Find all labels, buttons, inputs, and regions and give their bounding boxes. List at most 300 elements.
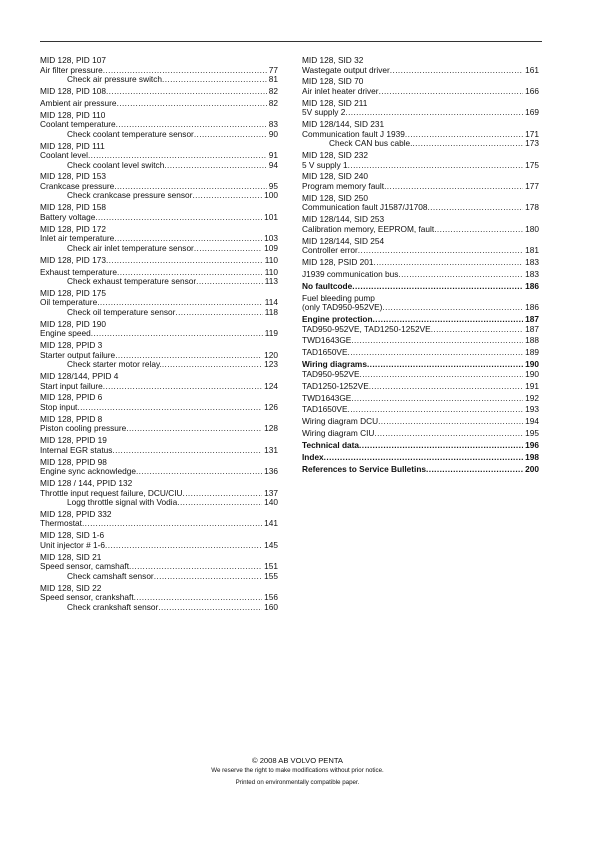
dot-leader	[129, 562, 262, 572]
dot-leader	[117, 99, 267, 109]
toc-page-number: 190	[525, 369, 539, 379]
toc-page-number: 145	[264, 540, 278, 550]
toc-page-number: 120	[264, 350, 278, 360]
toc-group	[302, 394, 539, 404]
toc-page-number: 128	[264, 424, 278, 434]
footer-copyright: © 2008 AB VOLVO PENTA	[252, 756, 343, 765]
toc-page-number: 181	[525, 246, 539, 256]
dot-leader	[106, 87, 267, 97]
toc-page-number: 109	[264, 243, 278, 253]
dot-leader	[426, 465, 523, 475]
toc-group	[302, 315, 539, 334]
dot-leader	[115, 351, 262, 361]
dot-leader	[348, 405, 524, 415]
toc-entry[interactable]	[302, 394, 539, 404]
toc-page-number: 155	[264, 571, 278, 581]
toc-entry[interactable]	[302, 465, 539, 475]
toc-group	[302, 465, 539, 475]
toc-group	[40, 584, 278, 613]
dot-leader	[117, 268, 263, 278]
toc-group	[40, 553, 278, 582]
toc-section-heading: MID 128, PPID 6	[40, 393, 103, 403]
dot-leader	[373, 258, 523, 268]
dot-leader	[112, 446, 262, 456]
toc-group	[40, 393, 278, 412]
toc-page-number: 101	[264, 212, 278, 222]
toc-right-column	[302, 56, 539, 477]
toc-entry[interactable]	[302, 348, 539, 358]
toc-entry[interactable]	[302, 417, 539, 427]
toc-page-number: 110	[264, 267, 278, 277]
dot-leader	[360, 370, 524, 380]
toc-group	[40, 111, 278, 140]
toc-page-number: 113	[264, 277, 278, 287]
toc-page-number: 166	[525, 86, 539, 96]
toc-group	[302, 294, 539, 313]
toc-subentry[interactable]	[40, 498, 278, 508]
toc-section-heading: MID 128, PPID 8	[40, 414, 103, 424]
toc-group	[302, 99, 539, 118]
toc-section-heading: MID 128, SID 211	[302, 98, 368, 108]
footer-paper: Printed on environmentally compatible paper.	[235, 779, 360, 786]
toc-entry-title: Coolant level	[40, 151, 88, 161]
dot-leader	[194, 244, 262, 254]
dot-leader	[384, 182, 523, 192]
toc-entry-title: TAD1650VE	[302, 405, 348, 415]
toc-section-heading: MID 128, PID 190	[40, 319, 106, 329]
toc-entry[interactable]	[40, 329, 278, 339]
toc-page-number: 200	[525, 464, 539, 474]
toc-page-number: 187	[525, 315, 539, 325]
toc-page-number: 94	[268, 160, 278, 170]
toc-entry[interactable]	[40, 467, 278, 477]
toc-section-heading: MID 128, SID 250	[302, 193, 368, 203]
dot-leader	[352, 282, 523, 292]
toc-page-number: 160	[264, 602, 278, 612]
toc-section-heading: MID 128, SID 232	[302, 151, 368, 161]
toc-entry-title: Check crankshaft sensor	[67, 602, 159, 612]
dot-leader	[103, 66, 267, 76]
toc-section-heading: MID 128, PID 172	[40, 224, 106, 234]
toc-entry-title: Air filter pressure	[40, 65, 103, 75]
toc-page-number: 136	[264, 467, 278, 477]
toc-entry[interactable]	[40, 151, 278, 161]
toc-section-heading: MID 128, SID 32	[302, 56, 364, 65]
toc-entry[interactable]	[40, 403, 278, 413]
toc-entry[interactable]	[40, 120, 278, 130]
toc-entry-title: Logg throttle signal with Vodia	[67, 498, 178, 508]
toc-page-number: 100	[264, 191, 278, 201]
dot-leader	[105, 541, 262, 551]
toc-page-number: 118	[264, 307, 278, 317]
toc-page-number: 178	[525, 203, 539, 213]
toc-group	[40, 510, 278, 529]
toc-group	[302, 453, 539, 463]
toc-entry[interactable]	[302, 87, 539, 97]
dot-leader	[82, 519, 262, 529]
toc-group	[40, 87, 278, 97]
toc-entry[interactable]	[40, 234, 278, 244]
toc-page-number: 77	[268, 65, 278, 75]
toc-group	[40, 531, 278, 550]
toc-entry-title: Throttle input request failure, DCU/CIU	[40, 488, 183, 498]
toc-group	[302, 56, 539, 75]
dot-leader	[194, 130, 267, 140]
toc-entry-title: Calibration memory, EEPROM, fault	[302, 224, 435, 234]
toc-entry-title: Check coolant level switch	[67, 160, 165, 170]
toc-section-heading: MID 128, PID 153	[40, 172, 106, 182]
dot-leader	[398, 270, 523, 280]
toc-entry-title: Program memory fault	[302, 181, 385, 191]
toc-left-column	[40, 56, 278, 614]
toc-page-number: 190	[525, 360, 539, 370]
dot-leader	[348, 348, 524, 358]
toc-page-number: 188	[525, 336, 539, 346]
toc-entry-title: Check air pressure switch	[67, 75, 162, 84]
toc-group	[40, 289, 278, 318]
dot-leader	[126, 424, 262, 434]
dot-leader	[374, 429, 523, 439]
dot-leader	[77, 403, 262, 413]
toc-entry-title: Internal EGR status	[40, 445, 113, 455]
toc-subentry[interactable]	[40, 244, 278, 254]
toc-entry-title: 5 V supply 1	[302, 160, 348, 170]
toc-entry[interactable]	[40, 298, 278, 308]
toc-page-number: 171	[525, 129, 539, 139]
toc-page-number: 169	[525, 108, 539, 118]
toc-entry[interactable]	[40, 87, 278, 97]
toc-section-heading: MID 128, SID 22	[40, 583, 102, 593]
toc-page-number: 151	[264, 562, 278, 572]
toc-entry-title: (only TAD950-952VE)	[302, 303, 383, 313]
dot-leader	[154, 572, 262, 582]
toc-group	[302, 441, 539, 451]
toc-entry[interactable]	[302, 453, 539, 463]
toc-entry[interactable]	[40, 519, 278, 529]
toc-page-number: 126	[264, 402, 278, 412]
toc-entry[interactable]	[302, 336, 539, 346]
toc-group	[302, 270, 539, 280]
toc-group	[302, 215, 539, 234]
dot-leader	[412, 139, 523, 149]
toc-group	[302, 151, 539, 170]
toc-entry-title: J1939 communication bus	[302, 269, 399, 279]
toc-group	[302, 120, 539, 149]
toc-entry[interactable]	[302, 258, 539, 268]
toc-group	[40, 372, 278, 391]
toc-entry[interactable]	[40, 593, 278, 603]
toc-section-heading: MID 128, SID 21	[40, 552, 102, 562]
toc-entry[interactable]	[302, 270, 539, 280]
dot-leader	[405, 130, 523, 140]
toc-page-number: 189	[525, 348, 539, 358]
toc-entry[interactable]	[302, 429, 539, 439]
toc-entry[interactable]	[302, 161, 539, 171]
toc-group	[302, 194, 539, 213]
toc-entry[interactable]	[302, 303, 539, 313]
dot-leader	[162, 75, 267, 85]
toc-page-number: 81	[268, 75, 278, 84]
toc-page-number: 103	[264, 234, 278, 244]
toc-entry[interactable]	[302, 108, 539, 118]
toc-group	[302, 360, 539, 379]
toc-page-number: 191	[525, 381, 539, 391]
toc-entry-title: TWD1643GE	[302, 336, 352, 346]
toc-page-number: 156	[264, 593, 278, 603]
toc-entry-title: Check crankcase pressure sensor	[67, 191, 193, 201]
toc-entry[interactable]	[40, 99, 278, 109]
toc-group	[302, 429, 539, 439]
toc-section-heading: Fuel bleeding pump	[302, 293, 375, 303]
dot-leader	[434, 225, 523, 235]
toc-entry[interactable]	[302, 370, 539, 380]
dot-leader	[373, 315, 524, 325]
toc-subentry[interactable]	[40, 191, 278, 201]
dot-leader	[351, 394, 523, 404]
toc-entry[interactable]	[302, 66, 539, 76]
toc-entry-title: Engine speed	[40, 329, 91, 339]
toc-page-number: 173	[525, 139, 539, 149]
toc-page-number: 183	[525, 269, 539, 279]
toc-section-heading: MID 128/144, SID 254	[302, 236, 385, 246]
toc-group	[302, 348, 539, 358]
toc-group	[40, 225, 278, 254]
dot-leader	[164, 161, 266, 171]
dot-leader	[359, 441, 523, 451]
toc-group	[40, 458, 278, 477]
toc-entry-title: Engine protection	[302, 315, 373, 325]
toc-group	[302, 172, 539, 191]
toc-entry-title: Technical data	[302, 441, 360, 451]
toc-entry-title: Check oil temperature sensor	[67, 307, 176, 317]
dot-leader	[177, 498, 262, 508]
toc-group	[302, 237, 539, 256]
toc-entry[interactable]	[302, 182, 539, 192]
toc-page-number: 137	[264, 488, 278, 498]
toc-group	[40, 415, 278, 434]
toc-entry-title: Unit injector # 1-6	[40, 540, 106, 550]
toc-group	[302, 405, 539, 415]
toc-entry[interactable]	[40, 182, 278, 192]
dot-leader	[348, 161, 523, 171]
toc-page-number: 82	[268, 98, 278, 108]
dot-leader	[103, 382, 262, 392]
dot-leader	[345, 108, 523, 118]
toc-entry[interactable]	[302, 130, 539, 140]
toc-page-number: 196	[525, 441, 539, 451]
toc-entry-title: Communication fault J 1939	[302, 129, 405, 139]
toc-entry[interactable]	[40, 489, 278, 499]
toc-entry-title: Coolant temperature	[40, 120, 116, 130]
toc-entry-title: Inlet air temperature	[40, 234, 115, 244]
toc-entry-title: MID 128, PID 108	[40, 86, 106, 96]
toc-section-heading: MID 128/144, SID 253	[302, 215, 385, 225]
toc-page-number: 194	[525, 417, 539, 427]
toc-entry-title: Battery voltage	[40, 212, 96, 222]
toc-entry-title: Starter output failure	[40, 350, 116, 360]
toc-entry[interactable]	[302, 203, 539, 213]
dot-leader	[358, 246, 523, 256]
toc-subentry[interactable]	[40, 603, 278, 613]
toc-entry-title: Thermostat	[40, 519, 82, 529]
toc-group	[40, 56, 278, 85]
toc-entry-title: Check camshaft sensor	[67, 571, 154, 581]
toc-entry[interactable]	[302, 382, 539, 392]
toc-entry[interactable]	[302, 405, 539, 415]
toc-subentry[interactable]	[40, 277, 278, 287]
dot-leader	[88, 151, 267, 161]
toc-entry-title: No faultcode	[302, 281, 353, 291]
toc-entry[interactable]	[40, 268, 278, 278]
toc-page-number: 123	[264, 360, 278, 370]
toc-subentry[interactable]	[40, 360, 278, 370]
dot-leader	[351, 336, 523, 346]
toc-group	[40, 99, 278, 109]
toc-entry[interactable]	[40, 424, 278, 434]
toc-entry-title: Communication fault J1587/J1708	[302, 203, 428, 213]
toc-entry-title: Speed sensor, crankshaft	[40, 593, 134, 603]
toc-entry[interactable]	[40, 562, 278, 572]
toc-section-heading: MID 128/144, PPID 4	[40, 372, 119, 382]
toc-entry-title: References to Service Bulletins	[302, 464, 427, 474]
toc-page-number: 161	[525, 65, 539, 75]
toc-group	[40, 256, 278, 266]
toc-group	[302, 336, 539, 346]
dot-leader	[427, 203, 523, 213]
toc-entry-title: TWD1643GE	[302, 393, 352, 403]
toc-page-number: 180	[525, 224, 539, 234]
toc-page-number: 95	[268, 181, 278, 191]
toc-entry[interactable]	[40, 446, 278, 456]
toc-entry[interactable]	[302, 282, 539, 292]
dot-leader	[114, 182, 267, 192]
toc-page-number: 186	[525, 281, 539, 291]
toc-entry-title: TAD1650VE	[302, 348, 348, 358]
dot-leader	[95, 213, 262, 223]
toc-entry[interactable]	[40, 66, 278, 76]
toc-entry-title: MID 128, PID 173	[40, 255, 106, 265]
toc-page-number: 141	[264, 519, 278, 529]
toc-group	[40, 479, 278, 508]
dot-leader	[192, 191, 262, 201]
toc-entry[interactable]	[40, 351, 278, 361]
toc-page-number: 82	[268, 86, 278, 96]
toc-subentry[interactable]	[302, 139, 539, 149]
toc-entry-title: Crankcase pressure	[40, 181, 115, 191]
toc-entry-title: Ambient air pressure	[40, 98, 117, 108]
toc-entry-title: Wiring diagrams	[302, 360, 367, 370]
toc-entry-title: Wastegate output driver	[302, 65, 390, 75]
dot-leader	[136, 467, 262, 477]
toc-entry-title: Check CAN bus cable.	[329, 139, 413, 149]
dot-leader	[367, 360, 523, 370]
toc-entry[interactable]	[40, 213, 278, 223]
dot-leader	[378, 417, 523, 427]
toc-page-number: 186	[525, 303, 539, 313]
toc-entry-title: Engine sync acknowledge	[40, 467, 136, 477]
toc-section-heading: MID 128, PPID 3	[40, 341, 103, 351]
toc-subentry[interactable]	[40, 161, 278, 171]
toc-entry[interactable]	[302, 325, 539, 335]
toc-page-number: 183	[525, 258, 539, 268]
toc-entry[interactable]	[302, 246, 539, 256]
toc-subentry[interactable]	[40, 572, 278, 582]
toc-section-heading: MID 128, PPID 98	[40, 457, 107, 467]
toc-page-number: 198	[525, 452, 539, 462]
toc-page-number: 119	[264, 329, 278, 339]
toc-group	[302, 417, 539, 427]
dot-leader	[183, 489, 263, 499]
toc-section-heading: MID 128, SID 1-6	[40, 531, 105, 541]
toc-group	[302, 77, 539, 96]
toc-group	[40, 268, 278, 287]
toc-subentry[interactable]	[40, 130, 278, 140]
toc-entry-title: 5V supply 2	[302, 108, 346, 118]
dot-leader	[431, 325, 523, 335]
toc-page-number: 140	[264, 498, 278, 508]
toc-page-number: 195	[525, 429, 539, 439]
toc-group	[40, 203, 278, 222]
toc-entry-title: Wiring diagram DCU	[302, 417, 379, 427]
toc-entry[interactable]	[302, 360, 539, 370]
toc-entry[interactable]	[302, 225, 539, 235]
dot-leader	[196, 277, 263, 287]
toc-group	[302, 258, 539, 268]
toc-entry-title: Exhaust temperature	[40, 267, 118, 277]
toc-entry-title: Check air inlet temperature sensor	[67, 243, 194, 253]
toc-entry-title: Wiring diagram CIU	[302, 429, 375, 439]
toc-section-heading: MID 128, PID 158	[40, 203, 106, 213]
toc-section-heading: MID 128, SID 70	[302, 77, 364, 87]
toc-entry-title: Start input failure	[40, 381, 103, 391]
dot-leader	[91, 329, 263, 339]
toc-entry[interactable]	[302, 441, 539, 451]
toc-entry-title: Index	[302, 452, 324, 462]
dot-leader	[324, 453, 523, 463]
toc-section-heading: MID 128, PID 175	[40, 288, 106, 298]
dot-leader	[390, 66, 523, 76]
dot-leader	[114, 234, 262, 244]
toc-section-heading: MID 128, PPID 332	[40, 509, 112, 519]
toc-group	[40, 142, 278, 171]
toc-page-number: 192	[525, 393, 539, 403]
dot-leader	[175, 308, 262, 318]
toc-group	[40, 436, 278, 455]
toc-page-number: 114	[264, 298, 278, 308]
toc-entry[interactable]	[40, 256, 278, 266]
toc-subentry[interactable]	[40, 308, 278, 318]
dot-leader	[134, 593, 263, 603]
dot-leader	[97, 298, 263, 308]
toc-entry-title: Stop input	[40, 402, 78, 412]
toc-entry[interactable]	[40, 541, 278, 551]
toc-group	[40, 320, 278, 339]
toc-section-heading: MID 128, PID 107	[40, 56, 106, 65]
toc-entry-title: MID 128, PSID 201	[302, 258, 374, 268]
toc-subentry[interactable]	[40, 75, 278, 85]
toc-entry[interactable]	[302, 315, 539, 325]
dot-leader	[158, 603, 262, 613]
toc-entry-title: Oil temperature	[40, 298, 98, 308]
footer-rights: We reserve the right to make modifications without prior notice.	[211, 767, 384, 774]
toc-section-heading: MID 128 / 144, PPID 132	[40, 479, 133, 489]
toc-page-number: 175	[525, 160, 539, 170]
toc-entry[interactable]	[40, 382, 278, 392]
toc-group	[40, 172, 278, 201]
top-rule	[40, 41, 542, 42]
toc-page-number: 124	[264, 381, 278, 391]
toc-section-heading: MID 128/144, SID 231	[302, 120, 385, 130]
